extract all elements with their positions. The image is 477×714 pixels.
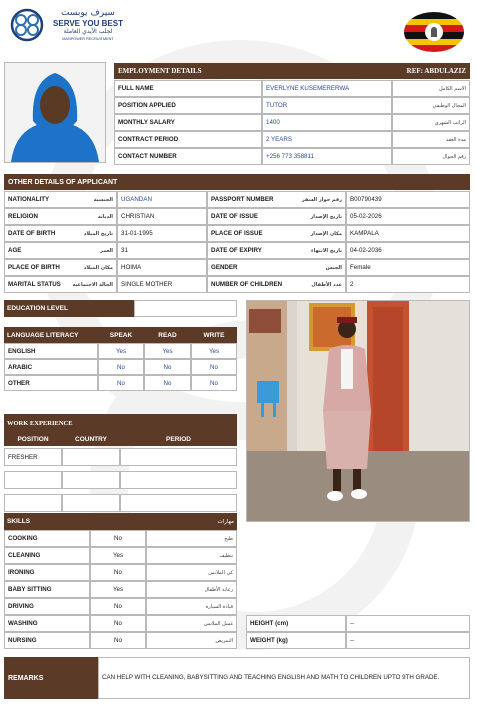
skill-driving-label: DRIVING bbox=[4, 598, 90, 615]
other-details-header: OTHER DETAILS OF APPLICANT bbox=[4, 174, 470, 190]
height-label: HEIGHT (cm) bbox=[246, 615, 346, 632]
applicant-full-photo bbox=[246, 300, 470, 522]
skills-table bbox=[4, 513, 237, 649]
skill-nursing-value: No bbox=[90, 632, 146, 649]
other-read: No bbox=[144, 375, 191, 391]
monthly-salary-label-ar: الراتب الشهري bbox=[434, 119, 466, 126]
country-header: COUNTRY bbox=[75, 435, 107, 443]
work-country bbox=[62, 448, 120, 466]
work-country bbox=[62, 471, 120, 489]
work-experience-table bbox=[4, 414, 237, 512]
remarks-row bbox=[4, 657, 470, 699]
passport-number-label: PASSPORT NUMBER bbox=[211, 196, 274, 203]
weight-value: -- bbox=[346, 632, 470, 649]
position-applied-label: POSITION APPLIED bbox=[114, 97, 262, 114]
full-name-label-ar: الاسم الكامل bbox=[438, 85, 466, 92]
position-applied-label-ar: المجال الوظيفي bbox=[432, 102, 466, 109]
contact-number-label: CONTACT NUMBER bbox=[114, 148, 262, 165]
arabic-read: No bbox=[144, 359, 191, 375]
company-logo bbox=[10, 8, 130, 44]
work-position bbox=[4, 471, 62, 489]
skill-washing-value: No bbox=[90, 615, 146, 632]
nationality-label: NATIONALITY bbox=[8, 196, 50, 203]
period-header: PERIOD bbox=[166, 435, 191, 443]
arabic-speak: No bbox=[98, 359, 144, 375]
place-of-birth-label: PLACE OF BIRTH bbox=[8, 264, 60, 271]
skill-nursing-label: NURSING bbox=[4, 632, 90, 649]
position-applied-value: TUTOR bbox=[262, 97, 392, 114]
education-level-row bbox=[4, 300, 237, 317]
height-value: -- bbox=[346, 615, 470, 632]
date-of-expiry-value: 04-02-2036 bbox=[346, 242, 470, 259]
place-of-issue-value: KAMPALA bbox=[346, 225, 470, 242]
full-name-value: EVERLYNE KUSEMERERWA bbox=[262, 80, 392, 97]
contact-number-value: +256 773 358811 bbox=[262, 148, 392, 165]
arabic-label: ARABIC bbox=[4, 359, 98, 375]
position-header: POSITION bbox=[17, 435, 49, 443]
skill-baby-sitting-label: BABY SITTING bbox=[4, 581, 90, 598]
full-name-label: FULL NAME bbox=[114, 80, 262, 97]
work-experience-header: WORK EXPERIENCE bbox=[4, 414, 237, 432]
place-of-issue-label: PLACE OF ISSUE bbox=[211, 230, 263, 237]
place-of-birth-value: HOIMA bbox=[117, 259, 207, 276]
skill-cleaning-ar: تنظيف bbox=[219, 552, 233, 559]
work-country bbox=[62, 494, 120, 512]
religion-label: RELIGION bbox=[8, 213, 38, 220]
skill-cleaning-value: Yes bbox=[90, 547, 146, 564]
number-of-children-label: NUMBER OF CHILDREN bbox=[211, 281, 283, 288]
work-position bbox=[4, 494, 62, 512]
other-write: No bbox=[191, 375, 237, 391]
skill-ironing-ar: كي الملابس bbox=[208, 569, 233, 576]
skill-cooking-ar: طبخ bbox=[224, 535, 233, 542]
work-period bbox=[120, 494, 237, 512]
date-of-expiry-label: DATE OF EXPIRY bbox=[211, 247, 262, 254]
arabic-write: No bbox=[191, 359, 237, 375]
english-write: Yes bbox=[191, 343, 237, 359]
skills-title: SKILLS bbox=[7, 518, 31, 525]
employment-details-title: EMPLOYMENT DETAILS bbox=[118, 67, 202, 75]
skill-ironing-label: IRONING bbox=[4, 564, 90, 581]
speak-header: SPEAK bbox=[109, 331, 133, 339]
logo-name: SERVE YOU BEST bbox=[53, 19, 123, 28]
marital-status-label: MARITAL STATUS bbox=[8, 281, 61, 288]
skill-driving-value: No bbox=[90, 598, 146, 615]
other-language-label: OTHER bbox=[4, 375, 98, 391]
employment-details-table bbox=[114, 80, 470, 165]
number-of-children-value: 2 bbox=[346, 276, 470, 293]
contract-period-value: 2 YEARS bbox=[262, 131, 392, 148]
contact-number-label-ar: رقم الجوال bbox=[442, 153, 466, 160]
date-of-issue-label: DATE OF ISSUE bbox=[211, 213, 258, 220]
education-level-label: EDUCATION LEVEL bbox=[4, 300, 134, 317]
religion-value: CHRISTIAN bbox=[117, 208, 207, 225]
weight-label: WEIGHT (kg) bbox=[246, 632, 346, 649]
language-header: LANGUAGE LITERACY bbox=[7, 331, 79, 339]
monthly-salary-label: MONTHLY SALARY bbox=[114, 114, 262, 131]
english-speak: Yes bbox=[98, 343, 144, 359]
contract-period-label-ar: مدة العقد bbox=[446, 136, 466, 143]
reference-label: REF: ABDULAZIZ bbox=[406, 67, 466, 75]
skill-baby-sitting-ar: رعاية الأطفال bbox=[204, 586, 233, 593]
skill-cooking-label: COOKING bbox=[4, 530, 90, 547]
skill-cleaning-label: CLEANING bbox=[4, 547, 90, 564]
passport-number-value: B00790439 bbox=[346, 191, 470, 208]
skill-ironing-value: No bbox=[90, 564, 146, 581]
date-of-birth-label: DATE OF BIRTH bbox=[8, 230, 56, 237]
date-of-birth-value: 31-01-1995 bbox=[117, 225, 207, 242]
other-speak: No bbox=[98, 375, 144, 391]
language-table bbox=[4, 327, 237, 391]
nationality-value: UGANDAN bbox=[117, 191, 207, 208]
english-label: ENGLISH bbox=[4, 343, 98, 359]
measurements-table bbox=[246, 615, 470, 649]
skill-driving-ar: قيادة السيارة bbox=[205, 603, 233, 610]
logo-subtitle: MANPOWER RECRUITMENT bbox=[62, 37, 114, 41]
date-of-issue-value: 05-02-2026 bbox=[346, 208, 470, 225]
gender-label: GENDER bbox=[211, 264, 238, 271]
read-header: READ bbox=[158, 331, 177, 339]
applicant-portrait bbox=[4, 62, 106, 163]
work-period bbox=[120, 471, 237, 489]
age-value: 31 bbox=[117, 242, 207, 259]
logo-arabic-name: سيرف يوبست bbox=[61, 8, 115, 18]
education-level-value bbox=[134, 300, 237, 317]
skill-nursing-ar: التمريض bbox=[215, 637, 233, 644]
age-label: AGE bbox=[8, 247, 22, 254]
uganda-flag-icon bbox=[404, 12, 464, 52]
skills-title-ar: مهارات bbox=[217, 518, 234, 525]
skill-washing-label: WASHING bbox=[4, 615, 90, 632]
remarks-text: CAN HELP WITH CLEANING, BABYSITTING AND TEACHING ENGLISH AND MATH TO CHILDREN UPTO 9TH GRADE. bbox=[98, 657, 470, 699]
gender-value: Female bbox=[346, 259, 470, 276]
monthly-salary-value: 1400 bbox=[262, 114, 392, 131]
skill-baby-sitting-value: Yes bbox=[90, 581, 146, 598]
skill-washing-ar: غسل الملابس bbox=[203, 620, 233, 627]
contract-period-label: CONTRACT PERIOD bbox=[114, 131, 262, 148]
employment-details-header bbox=[114, 63, 470, 79]
skill-cooking-value: No bbox=[90, 530, 146, 547]
remarks-label: REMARKS bbox=[4, 657, 98, 699]
work-period bbox=[120, 448, 237, 466]
english-read: Yes bbox=[144, 343, 191, 359]
work-position: FRESHER bbox=[4, 448, 62, 466]
write-header: WRITE bbox=[203, 331, 225, 339]
other-details-table: NATIONALITY الجنسية UGANDAN PASSPORT NUMBER رقم جواز السفر B00790439 RELIGION الديانة CHRISTIAN DATE OF ISSUE تاريخ الإصدار 05-02-2026 DATE OF BIRTH تاريخ الميلاد 31-01-1995 PLACE OF ISSUE مكان الإصدار KAMPALA AGE العمر 31 DATE OF EXPIRY تاريخ الانتهاء 04-02-2036 PLACE OF BIRTH مكان الميلاد HOIMA GENDER الجنس Female MARITAL STATUS الحالة الاجتماعية SINGLE MOTHER NUMBER OF CHILDREN عدد الأطفال 2 bbox=[4, 191, 470, 293]
logo-emblem-icon bbox=[10, 8, 44, 42]
logo-arabic-subtitle: لجلب الأيدي العاملة bbox=[63, 28, 113, 35]
marital-status-value: SINGLE MOTHER bbox=[117, 276, 207, 293]
